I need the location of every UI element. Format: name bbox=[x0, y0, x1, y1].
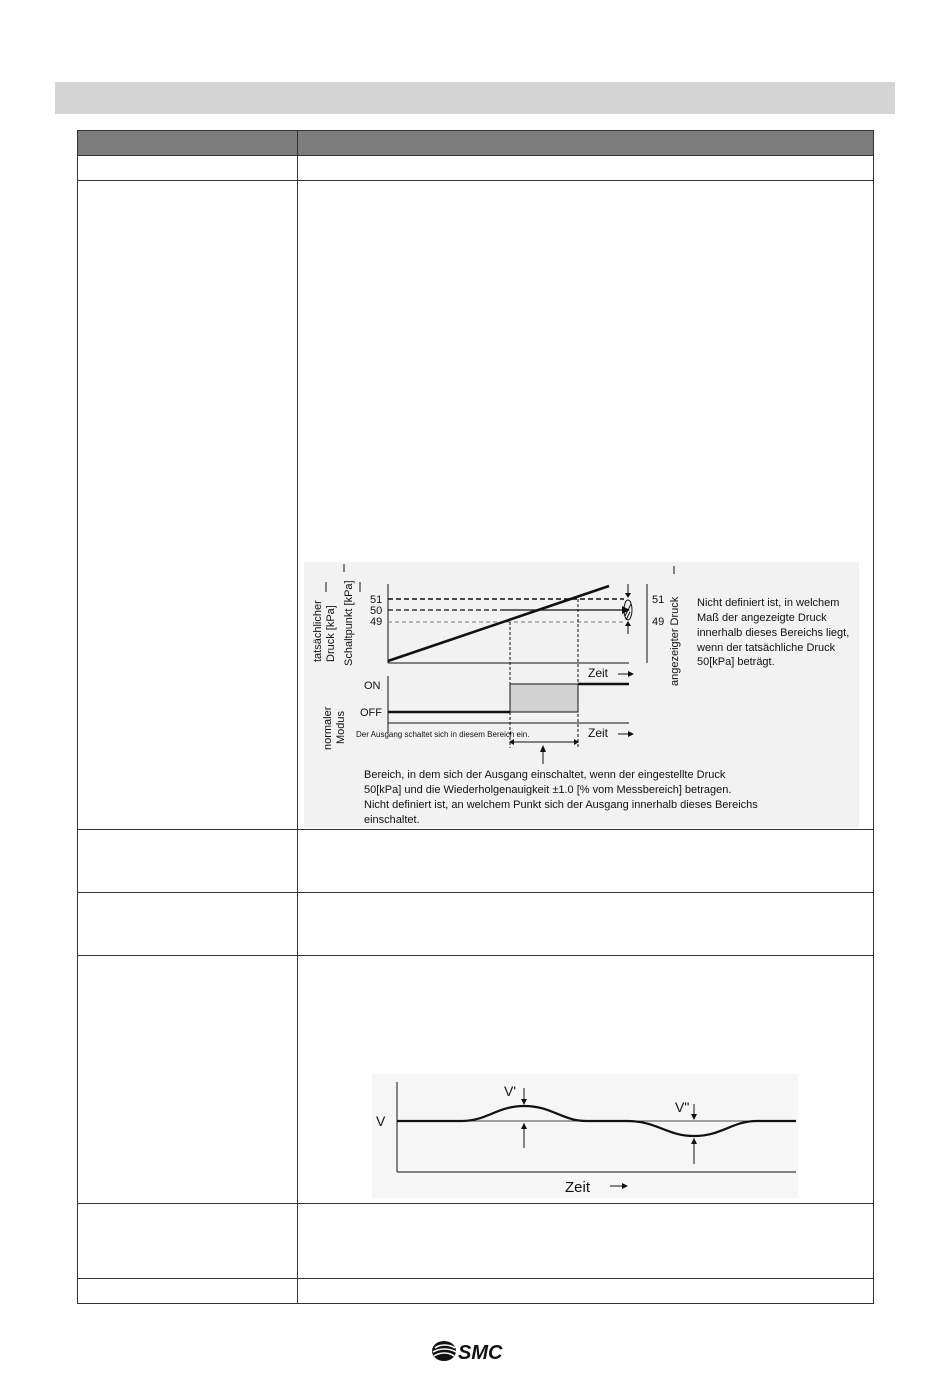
header-cell-term bbox=[78, 131, 298, 156]
term-cell bbox=[78, 181, 298, 830]
v-prime-label: V' bbox=[504, 1083, 517, 1099]
note-line-2: Maß der angezeigte Druck bbox=[697, 612, 827, 624]
y-axis-right-label: angezeigter Druck bbox=[669, 596, 681, 686]
definition-cell bbox=[298, 156, 874, 181]
caption-line-3: Nicht definiert ist, an welchem Punkt sich der Ausgang innerhalb dieses Bereichs bbox=[364, 799, 758, 811]
table-header-row bbox=[78, 131, 874, 156]
definition-cell bbox=[298, 830, 874, 893]
time-label: Zeit bbox=[565, 1179, 591, 1196]
time-label-bottom: Zeit bbox=[588, 726, 609, 740]
note-line-3: innerhalb dieses Bereichs liegt, bbox=[697, 627, 850, 639]
table-row bbox=[78, 1204, 874, 1279]
definition-cell bbox=[298, 893, 874, 956]
term-cell bbox=[78, 1204, 298, 1279]
header-cell-definition bbox=[298, 131, 874, 156]
definition-cell bbox=[298, 1204, 874, 1279]
smc-logo-text: SMC bbox=[458, 1342, 503, 1364]
y-axis-label-line2: Druck [kPa] bbox=[325, 605, 337, 662]
tick-51-right: 51 bbox=[652, 594, 665, 606]
v-double-prime-label: V" bbox=[675, 1099, 690, 1115]
smc-logo bbox=[431, 1338, 521, 1366]
note-line-4: wenn der tatsächliche Druck bbox=[697, 642, 836, 654]
table-row bbox=[78, 893, 874, 956]
term-cell bbox=[78, 956, 298, 1204]
repeatability-diagram bbox=[304, 562, 859, 828]
section-header-bar bbox=[55, 82, 895, 114]
y-axis-label-line1: tatsächlicher bbox=[312, 600, 324, 662]
tick-49-left: 49 bbox=[370, 616, 383, 628]
note-line-1: Nicht definiert ist, in welchem bbox=[697, 597, 840, 609]
y-axis-label-line3: Schaltpunkt [kPa] bbox=[343, 580, 355, 666]
table-row bbox=[78, 830, 874, 893]
caption-line-4: einschaltet. bbox=[364, 814, 420, 826]
tick-50-left: 50 bbox=[370, 605, 383, 617]
v-label: V bbox=[376, 1113, 386, 1129]
term-cell bbox=[78, 830, 298, 893]
table-row bbox=[78, 156, 874, 181]
table-row bbox=[78, 1279, 874, 1304]
mode-label-line2: Modus bbox=[335, 710, 347, 744]
off-label: OFF bbox=[360, 707, 382, 719]
term-cell bbox=[78, 1279, 298, 1304]
on-label: ON bbox=[364, 680, 381, 692]
smc-logo-mark-icon bbox=[432, 1341, 456, 1361]
caption-line-1: Bereich, in dem sich der Ausgang einschaltet, wenn der eingestellte Druck bbox=[364, 769, 726, 781]
tick-51-left: 51 bbox=[370, 594, 383, 606]
tick-49-right: 49 bbox=[652, 616, 665, 628]
fluctuation-diagram bbox=[372, 1074, 798, 1198]
time-label-top: Zeit bbox=[588, 666, 609, 680]
term-cell bbox=[78, 156, 298, 181]
switch-note: Der Ausgang schaltet sich in diesem Bereich ein. bbox=[356, 730, 530, 739]
note-line-5: 50[kPa] beträgt. bbox=[697, 656, 775, 668]
term-cell bbox=[78, 893, 298, 956]
mode-label-line1: normaler bbox=[322, 706, 334, 750]
definition-cell bbox=[298, 1279, 874, 1304]
caption-line-2: 50[kPa] und die Wiederholgenauigkeit ±1.0 [% vom Messbereich] betragen. bbox=[364, 784, 732, 796]
